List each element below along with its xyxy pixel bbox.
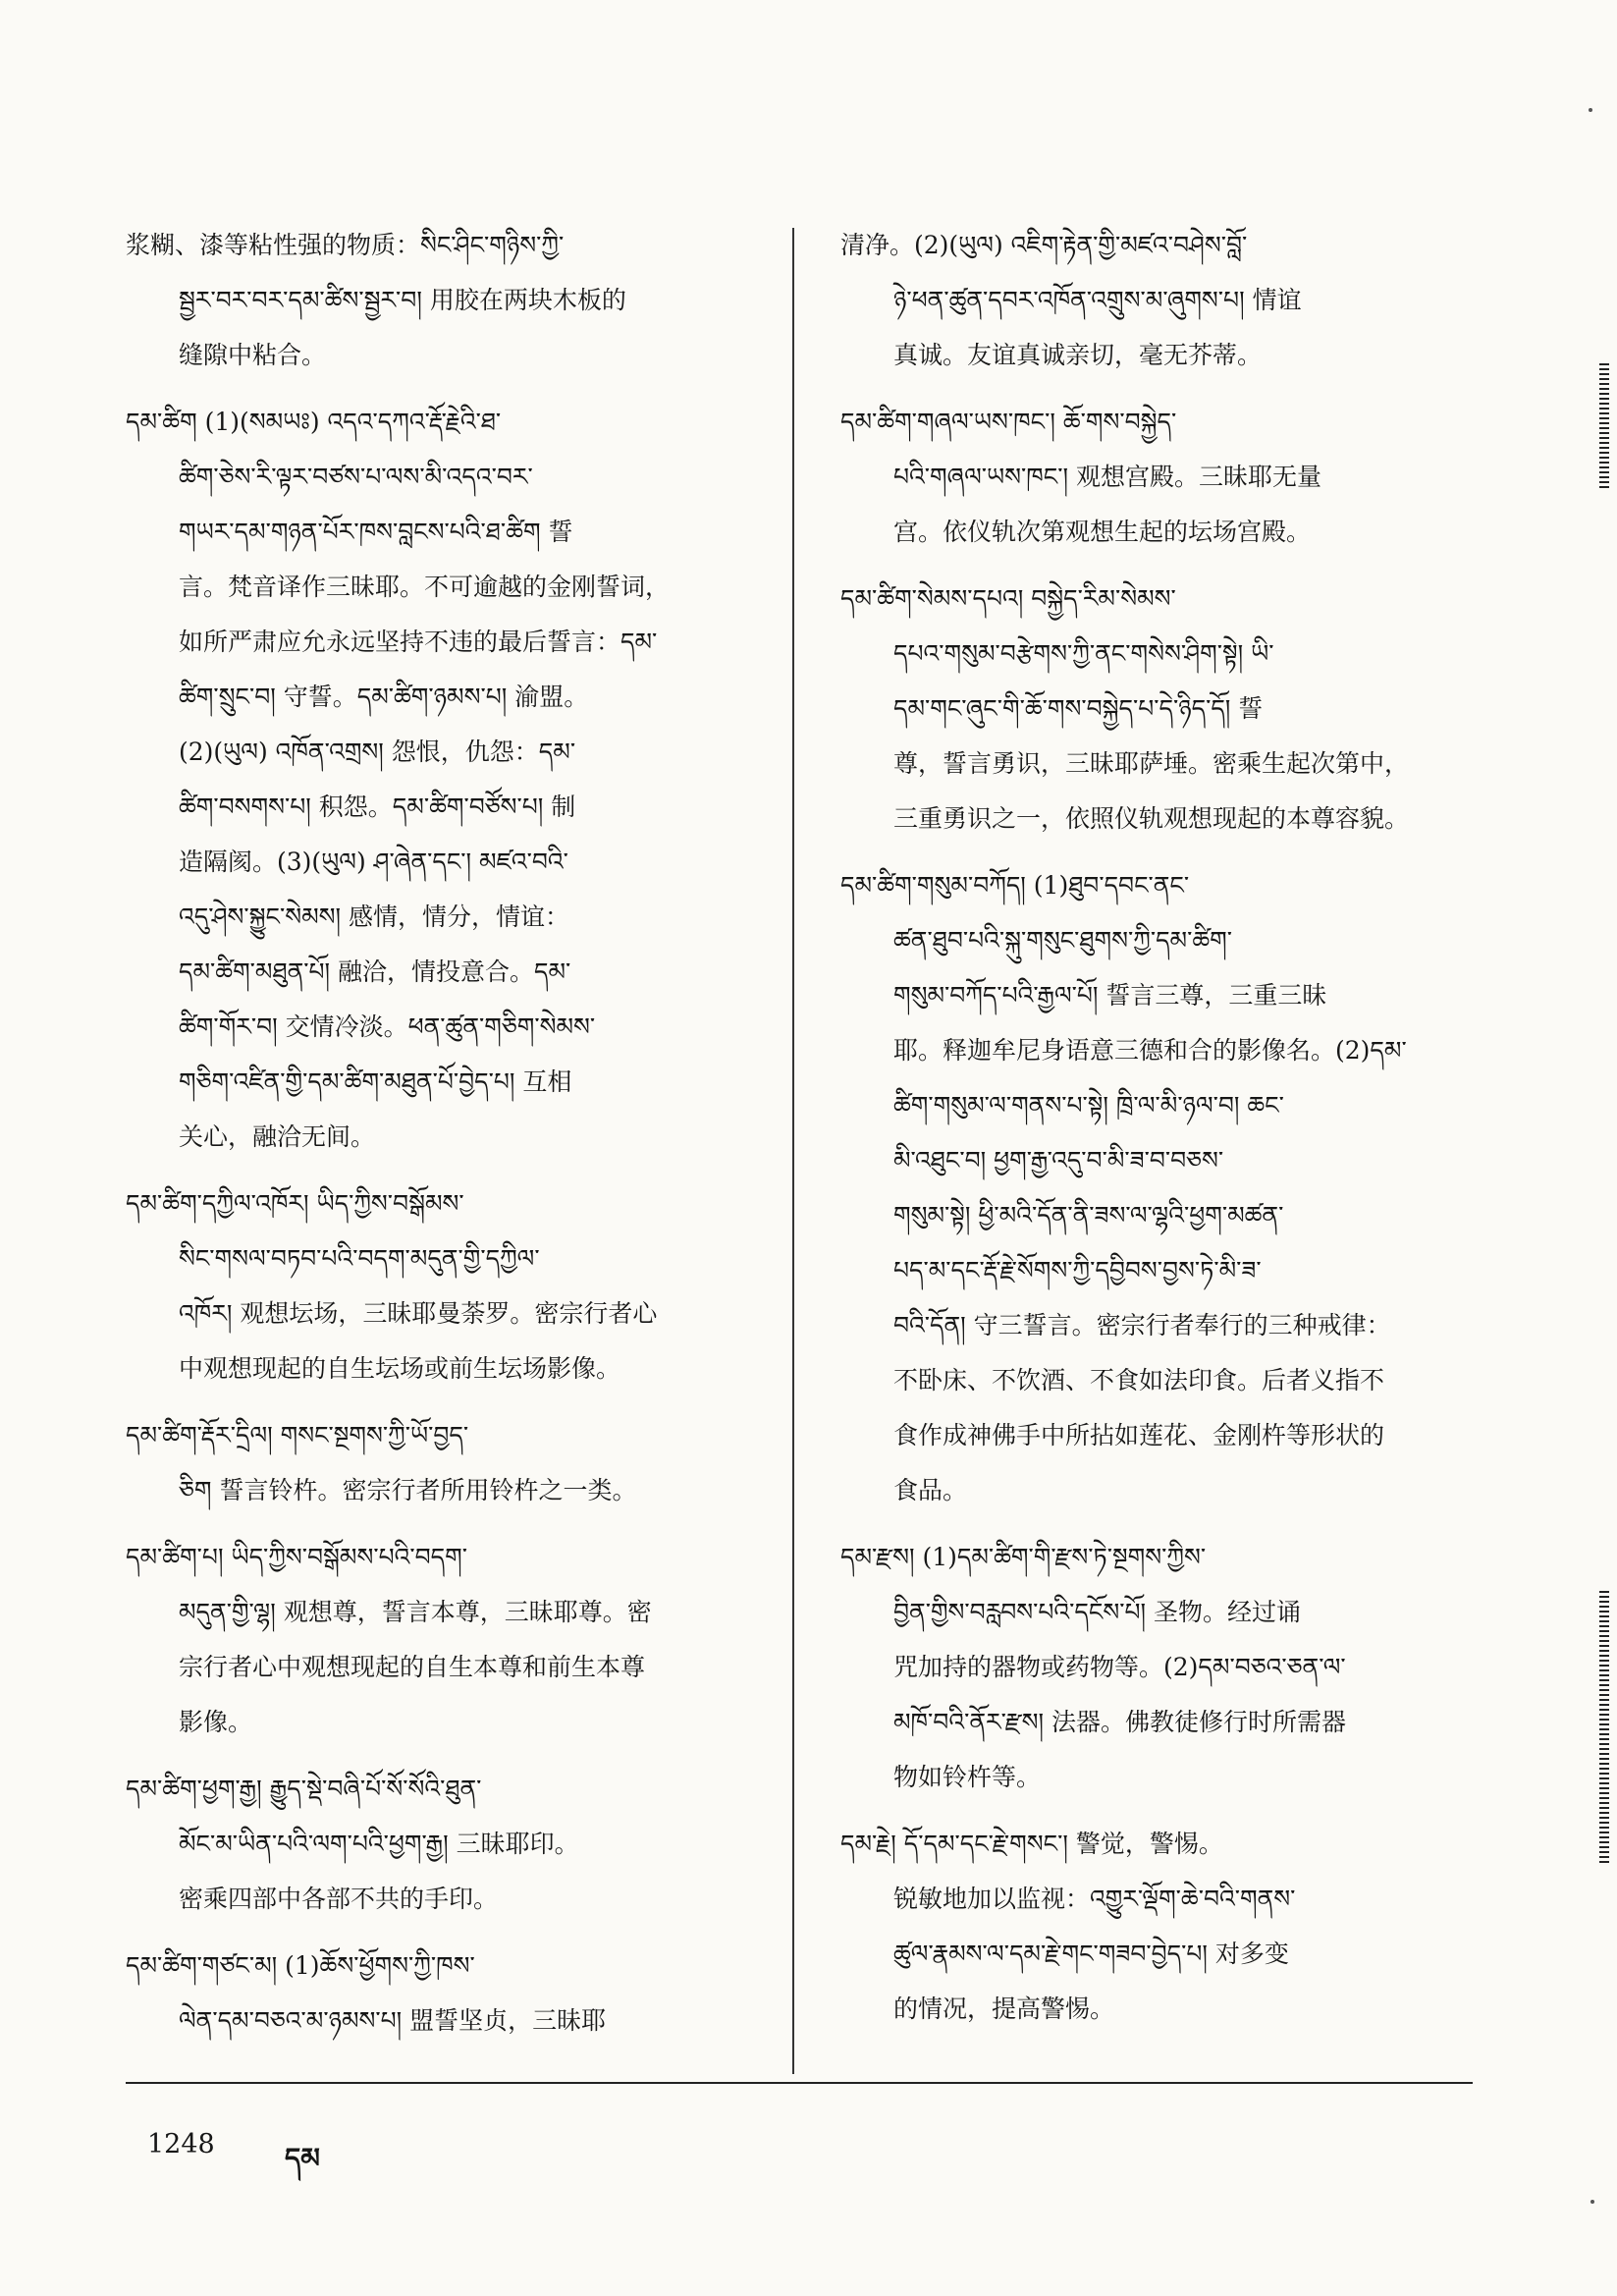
entry-line: 宫。依仪轨次第观想生起的坛场宫殿。 — [893, 518, 1312, 546]
entry-line: སྦྱར་བར་བར་དམ་ཚིས་སྦྱར་བ། 用胶在两块木板的 — [179, 286, 626, 314]
column-divider — [792, 228, 794, 2074]
entry-line: གསུམ་བཀོད་པའི་རྒྱལ་པོ། 誓言三尊，三重三昧 — [893, 981, 1327, 1010]
entry-headline: དམ་ཚིག (1)(སམཡཿ) འདའ་དཀའ་རྡོ་རྗེའི་ཐ་ — [126, 408, 502, 436]
entry-line: དམ་ཚིག་མཐུན་པོ། 融洽，情投意合。དམ་ — [179, 957, 571, 986]
entry-line: 耶。释迦牟尼身语意三德和合的影像名。(2)དམ་ — [893, 1036, 1407, 1065]
entry-line: ཚན་ཐུབ་པའི་སྐུ་གསུང་ཐུགས་ཀྱི་དམ་ཚིག་ — [893, 926, 1233, 955]
entry-line: སིང་གསལ་བཏབ་པའི་བདག་མདུན་གྱི་དཀྱིལ་ — [179, 1244, 540, 1273]
scan-edge-mark — [1599, 1591, 1609, 1866]
dictionary-entry — [840, 1530, 1474, 1805]
entry-line: 缝隙中粘合。 — [179, 341, 327, 369]
dictionary-entry — [126, 1176, 754, 1396]
entry-line: འཁོར། 观想坛场，三昧耶曼荼罗。密宗行者心 — [179, 1299, 658, 1328]
entry-headline: དམ་ཚིག་གཞལ་ཡས་ཁང་། ཆོ་གས་བསྐྱེད་ — [840, 408, 1177, 436]
dictionary-entry — [840, 218, 1474, 383]
entry-line: ཚིག་གོར་བ། 交情冷淡。ཕན་ཚུན་གཅིག་སེམས་ — [179, 1012, 596, 1041]
footer-rule — [126, 2082, 1473, 2084]
entry-line: 三重勇识之一，依照仪轨观想现起的本尊容貌。 — [893, 804, 1410, 833]
entry-headline: 浆糊、漆等粘性强的物质：སིང་ཤིང་གཉིས་ཀྱི་ — [126, 231, 565, 259]
dictionary-entry — [126, 1762, 754, 1927]
entry-headline: དམ་རྗེ། དོ་དམ་དང་རྗེ་གསང་། 警觉，警惕。 — [840, 1830, 1223, 1858]
entry-line: ཚིག་སྲུང་བ། 守誓。དམ་ཚིག་ཉམས་པ། 渝盟。 — [179, 683, 589, 711]
entry-line: པད་མ་དང་རྡོ་རྗེ་སོགས་ཀྱི་དབྱིབས་བྱས་ཏེ་མི་ཟ་ — [893, 1256, 1262, 1285]
left-column — [126, 218, 754, 2060]
dictionary-entry — [840, 858, 1474, 1518]
entry-headline: དམ་ཚིག་གཙང་མ། (1)ཆོས་ཕྱོགས་ཀྱི་ཁས་ — [126, 1951, 475, 1980]
page-number: 1248 — [147, 2129, 215, 2159]
dictionary-entry — [840, 572, 1474, 847]
entry-line: ཚིག་ཅེས་རི་ལྟར་བཙས་པ་ལས་མི་འདའ་བར་ — [179, 463, 533, 491]
entry-line: 咒加持的器物或药物等。(2)དམ་བཅའ་ཅན་ལ་ — [893, 1653, 1346, 1681]
entry-line: ཉེ་ཕན་ཚུན་དབར་འཁོན་འགྲུས་མ་ཞུགས་པ། 情谊 — [893, 286, 1302, 314]
dictionary-entry — [126, 218, 754, 383]
entry-line: 的情况，提高警惕。 — [893, 1995, 1115, 2023]
entry-headline: དམ་ཚིག་པ། ཡིད་ཀྱིས་བསྒོམས་པའི་བདག་ — [126, 1543, 467, 1571]
entry-line: གསུམ་སྟེ། ཕྱི་མའི་དོན་ནི་ཟས་ལ་ལྷའི་ཕྱག་མཚན་ — [893, 1201, 1284, 1230]
entry-headline: དམ་ཚིག་རྡོར་དྲིལ། གསང་སྔགས་ཀྱི་ཡོ་བྱད་ — [126, 1421, 469, 1449]
entry-line: 造隔阂。(3)(ཡུལ) ཤ་ཞེན་དང་། མཛའ་བའི་ — [179, 847, 568, 876]
entry-line: ཚིག་གསུམ་ལ་གནས་པ་སྟེ། ཁྲི་ལ་མི་ཉལ་བ། ཆང་ — [893, 1091, 1284, 1120]
entry-line: བའི་དོན། 守三誓言。密宗行者奉行的三种戒律： — [893, 1311, 1391, 1339]
entry-line: པའི་གཞལ་ཡས་ཁང་། 观想宫殿。三昧耶无量 — [893, 463, 1321, 491]
dictionary-entry — [126, 395, 754, 1165]
entry-line: 如所严肃应允永远坚持不违的最后誓言：དམ་ — [179, 628, 658, 656]
dictionary-entry — [126, 1530, 754, 1750]
entry-headline: དམ་རྫས། (1)དམ་ཚིག་གི་རྫས་ཏེ་སྔགས་ཀྱིས་ — [840, 1543, 1207, 1571]
entry-line: 不卧床、不饮酒、不食如法印食。后者义指不 — [893, 1366, 1385, 1394]
entry-line: མདུན་གྱི་ལྷ། 观想尊，誓言本尊，三昧耶尊。密 — [179, 1598, 652, 1626]
entry-line: འདུ་ཤེས་སྐྱུང་སེམས། 感情，情分，情谊： — [179, 902, 569, 931]
right-column — [840, 218, 1474, 2049]
entry-line: ཅིག 誓言铃杵。密宗行者所用铃杵之一类。 — [179, 1476, 637, 1504]
entry-line: མི་འཐུང་བ། ཕྱག་རྒྱ་འདུ་བ་མི་ཟ་བ་བཅས་ — [893, 1146, 1224, 1175]
entry-line: 中观想现起的自生坛场或前生坛场影像。 — [179, 1354, 621, 1383]
entry-line: ཚིག་བསགས་པ། 积怨。དམ་ཚིག་བཙོས་པ། 制 — [179, 793, 576, 821]
entry-line: (2)(ཡུལ) འཁོན་འགྲས། 怨恨，仇怨：དམ་ — [179, 738, 576, 766]
entry-line: 真诚。友谊真诚亲切，毫无芥蒂。 — [893, 341, 1263, 369]
entry-line: 食作成神佛手中所拈如莲花、金刚杵等形状的 — [893, 1421, 1385, 1449]
dictionary-entry — [840, 1817, 1474, 2037]
entry-line: 物如铃杵等。 — [893, 1763, 1042, 1791]
entry-line: 宗行者心中观想现起的自生本尊和前生本尊 — [179, 1653, 646, 1681]
entry-line: གཡར་དམ་གཉན་པོར་ཁས་བླངས་པའི་ཐ་ཚིག 誓 — [179, 518, 573, 546]
entry-line: 关心，融洽无间。 — [179, 1122, 376, 1151]
dictionary-entry — [126, 1939, 754, 2049]
scan-speck — [1589, 108, 1592, 112]
entry-line: མོང་མ་ཡིན་པའི་ལག་པའི་ཕྱག་རྒྱ། 三昧耶印。 — [179, 1830, 579, 1858]
entry-headline: དམ་ཚིག་གསུམ་བཀོད། (1)ཐུབ་དབང་ནང་ — [840, 871, 1190, 900]
entry-line: 锐敏地加以监视：འགྱུར་ལྡོག་ཆེ་བའི་གནས་ — [893, 1885, 1296, 1913]
entry-line: 密乘四部中各部不共的手印。 — [179, 1885, 499, 1913]
entry-line: 尊，誓言勇识，三昧耶萨埵。密乘生起次第中， — [893, 749, 1410, 778]
entry-line: 食品。 — [893, 1476, 968, 1504]
entry-line: ལེན་དམ་བཅའ་མ་ཉམས་པ། 盟誓坚贞，三昧耶 — [179, 2006, 607, 2035]
running-head: དམ — [285, 2142, 320, 2174]
entry-headline: དམ་ཚིག་དཀྱིལ་འཁོར། ཡིད་ཀྱིས་བསྒོམས་ — [126, 1189, 464, 1218]
entry-headline: དམ་ཚིག་ཕྱག་རྒྱ། རྒྱུད་སྡེ་བཞི་པོ་སོ་སོའི་ཐུན་ — [126, 1775, 482, 1803]
entry-headline: 清净。(2)(ཡུལ) འཇིག་རྟེན་གྱི་མཛའ་བཤེས་བློ་ — [840, 231, 1248, 259]
entry-line: བྱིན་གྱིས་བརླབས་པའི་དངོས་པོ། 圣物。经过诵 — [893, 1598, 1301, 1626]
scan-speck — [1590, 2200, 1594, 2204]
dictionary-entry — [840, 395, 1474, 560]
entry-line: གཅིག་འཛིན་གྱི་དམ་ཚིག་མཐུན་པོ་བྱེད་པ། 互相 — [179, 1067, 572, 1096]
entry-line: 言。梵音译作三昧耶。不可逾越的金刚誓词， — [179, 573, 671, 601]
dictionary-entry — [126, 1408, 754, 1518]
entry-line: མཁོ་བའི་ནོར་རྫས། 法器。佛教徒修行时所需器 — [893, 1708, 1346, 1736]
entry-line: དམ་གང་ཞུང་གི་ཆོ་གས་བསྐྱེད་པ་དེ་ཉིད་དོ། 誓 — [893, 694, 1264, 723]
entry-line: དཔའ་གསུམ་བརྩེགས་ཀྱི་ནང་གསེས་ཤིག་སྟེ། ཡི་ — [893, 639, 1274, 668]
entry-headline: དམ་ཚིག་སེམས་དཔའ། བསྐྱེད་རིམ་སེམས་ — [840, 584, 1176, 613]
scan-edge-mark — [1599, 363, 1609, 491]
entry-line: ཚུལ་རྣམས་ལ་དམ་རྗེ་གང་གཟབ་བྱེད་པ། 对多变 — [893, 1940, 1289, 1968]
entry-line: 影像。 — [179, 1708, 253, 1736]
